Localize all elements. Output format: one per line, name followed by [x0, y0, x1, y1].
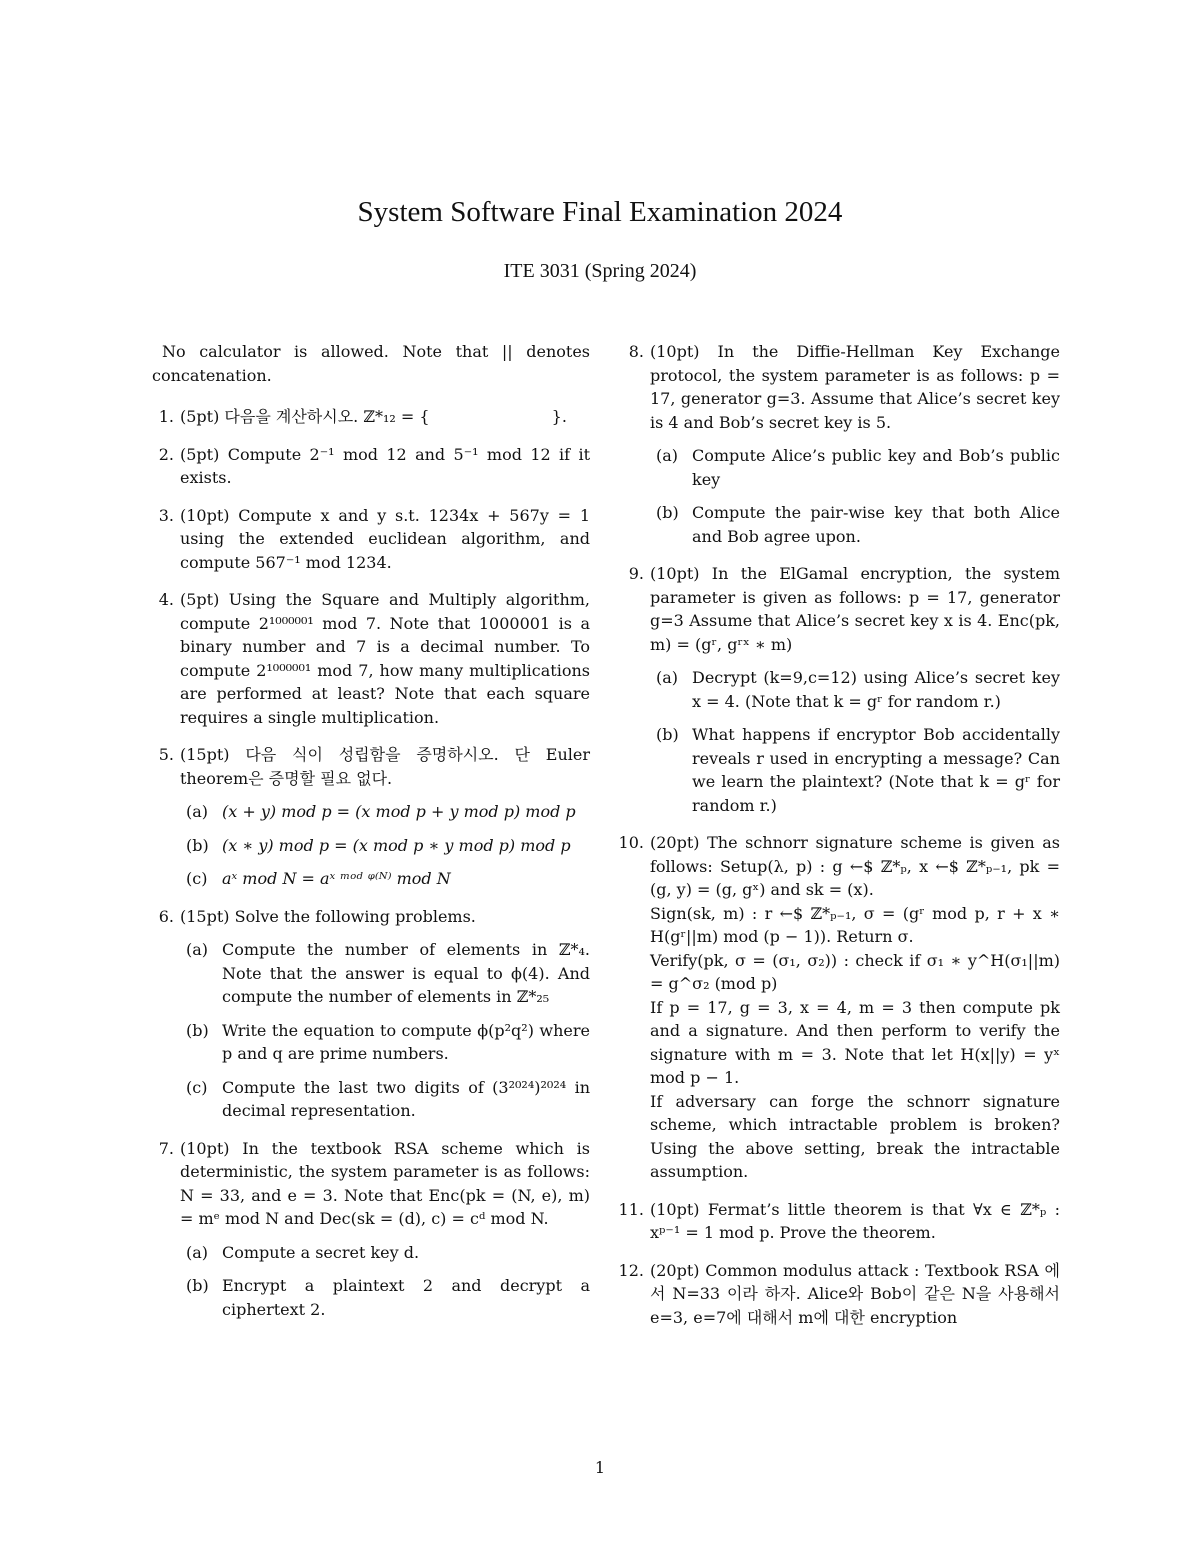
- sub-label: (c): [186, 869, 208, 888]
- sub-text: Write the equation to compute ϕ(p²q²) where p and q are prime numbers.: [222, 1020, 590, 1063]
- question-text: (20pt) Common modulus attack : Textbook RSA 에서 N=33 이라 하자. Alice와 Bob이 같은 N을 사용해서 e=3, e=7에 대해서 m에 대한 encryption: [650, 1260, 1060, 1327]
- question-text: (10pt) Fermat’s little theorem is that ∀x ∈ ℤ*ₚ : xᵖ⁻¹ = 1 mod p. Prove the theorem.: [650, 1199, 1060, 1242]
- subquestion-7b: [180, 1274, 590, 1321]
- question-text: (10pt) In the Diffie-Hellman Key Exchange protocol, the system parameter is as follows: p = 17, generator g=3. Assume that Alice’s secret key is 4 and Bob’s secret key is 5.: [650, 342, 1060, 432]
- subquestion-6a: [180, 938, 590, 1009]
- sub-text: Decrypt (k=9,c=12) using Alice’s secret key x = 4. (Note that k = gʳ for random r.): [692, 668, 1060, 711]
- sub-label: (a): [656, 668, 679, 687]
- question-text: (15pt) 다음 식이 성립함을 증명하시오. 단 Euler theorem은 증명할 필요 없다.: [180, 745, 590, 788]
- sub-label: (a): [186, 802, 209, 821]
- sub-text: Compute a secret key d.: [222, 1242, 420, 1262]
- sub-label: (b): [186, 1020, 209, 1040]
- question-number: 1.: [158, 407, 174, 426]
- right-column: [618, 340, 1060, 1343]
- sub-text: Compute the number of elements in ℤ*₄. Note that the answer is equal to ϕ(4). And compute the number of elements in ℤ*₂₅: [222, 940, 590, 1006]
- subquestion-9a: [650, 666, 1060, 713]
- question-number: 5.: [158, 745, 174, 764]
- course-subtitle: ITE 3031 (Spring 2024): [503, 260, 697, 282]
- sub-label: (a): [186, 940, 209, 959]
- question-5: [152, 743, 590, 891]
- sub-label: (b): [186, 835, 209, 855]
- question-text: (10pt) Compute x and y s.t. 1234x + 567y = 1 using the extended euclidean algorithm, and compute 567⁻¹ mod 1234.: [180, 505, 590, 572]
- question-number: 6.: [158, 906, 174, 926]
- question-text: (10pt) In the ElGamal encryption, the system parameter is given as follows: p = 17, generator g=3 Assume that Alice’s secret key x is 4. Enc(pk, m) = (gʳ, gʳˣ ∗ m): [650, 564, 1060, 654]
- sign-definition: Sign(sk, m) : r ←$ ℤ*ₚ₋₁, σ = (gʳ mod p, r + x ∗ H(gʳ||m) mod (p − 1)). Return σ.: [650, 903, 1060, 946]
- question-text: (5pt) 다음을 계산하시오. ℤ*₁₂ = { }.: [180, 407, 567, 426]
- subquestion-6b: [180, 1019, 590, 1066]
- subquestion-9b: [650, 723, 1060, 817]
- question-9: [622, 562, 1060, 817]
- exam-title: System Software Final Examination 2024: [357, 196, 843, 228]
- sub-label: (a): [186, 1242, 209, 1262]
- question-4: [152, 588, 590, 729]
- question-11: [618, 1198, 1060, 1245]
- forgery-question: If adversary can forge the schnorr signature scheme, which intractable problem is broken? Using the above setting, break the intractable assumption.: [650, 1091, 1060, 1181]
- question-number: 3.: [158, 505, 174, 525]
- question-number: 10.: [618, 833, 644, 852]
- verify-definition: Verify(pk, σ = (σ₁, σ₂)) : check if σ₁ ∗ y^H(σ₁||m) = g^σ₂ (mod p): [650, 950, 1060, 993]
- question-number: 4.: [158, 590, 174, 609]
- sub-label: (c): [186, 1077, 208, 1097]
- question-number: 11.: [618, 1199, 644, 1219]
- question-number: 7.: [158, 1138, 174, 1158]
- subquestion-5b: [180, 834, 590, 858]
- sub-text: Encrypt a plaintext 2 and decrypt a ciphertext 2.: [222, 1276, 590, 1319]
- question-12: [618, 1259, 1060, 1330]
- sub-text: aˣ mod N = aˣ ᵐᵒᵈ ᵠ⁽ᴺ⁾ mod N: [222, 869, 451, 888]
- question-1: [152, 405, 590, 429]
- compute-instructions: If p = 17, g = 3, x = 4, m = 3 then compute pk and a signature. And then perform to verify the signature with m = 3. Note that let H(x||y) = yˣ mod p − 1.: [650, 997, 1060, 1087]
- sub-label: (b): [656, 503, 679, 522]
- question-7: [152, 1137, 590, 1322]
- subquestion-8a: [650, 444, 1060, 491]
- question-number: 9.: [628, 564, 644, 583]
- subquestion-5a: [180, 800, 590, 824]
- question-text: (5pt) Using the Square and Multiply algorithm, compute 2¹⁰⁰⁰⁰⁰¹ mod 7. Note that 1000001 is a binary number and 7 is a decimal number. To compute 2¹⁰⁰⁰⁰⁰¹ mod 7, how many multiplications are performed at least? Note that each square requires a single multiplication.: [180, 590, 590, 727]
- question-6: [152, 905, 590, 1123]
- sub-text: (x + y) mod p = (x mod p + y mod p) mod p: [222, 802, 576, 821]
- subquestion-8b: [650, 501, 1060, 548]
- sub-label: (b): [656, 725, 679, 744]
- sub-label: (a): [656, 446, 679, 465]
- intro-note: No calculator is allowed. Note that || denotes concatenation.: [152, 342, 590, 385]
- question-text: (10pt) In the textbook RSA scheme which is deterministic, the system parameter is as follows: N = 33, and e = 3. Note that Enc(pk = (N, e), m) = mᵉ mod N and Dec(sk = (d), c) = cᵈ mod N.: [180, 1138, 590, 1228]
- question-text: (20pt) The schnorr signature scheme is given as follows: Setup(λ, p) : g ←$ ℤ*ₚ, x ←$ ℤ*ₚ₋₁, pk = (g, y) = (g, gˣ) and sk = (x).: [650, 833, 1060, 899]
- question-text: (15pt) Solve the following problems.: [180, 906, 476, 926]
- question-3: [152, 504, 590, 575]
- question-number: 8.: [628, 342, 644, 361]
- subquestion-6c: [180, 1076, 590, 1123]
- sub-label: (b): [186, 1276, 209, 1295]
- sub-text: Compute the pair-wise key that both Alice and Bob agree upon.: [692, 503, 1060, 546]
- question-8: [622, 340, 1060, 548]
- left-column: [152, 340, 590, 1335]
- subquestion-5c: [180, 867, 590, 891]
- question-10: [618, 831, 1060, 1184]
- question-text: (5pt) Compute 2⁻¹ mod 12 and 5⁻¹ mod 12 if it exists.: [180, 444, 590, 487]
- page-number: 1: [594, 1458, 606, 1477]
- sub-text: (x ∗ y) mod p = (x mod p ∗ y mod p) mod p: [222, 835, 571, 855]
- question-2: [152, 443, 590, 490]
- sub-text: Compute Alice’s public key and Bob’s public key: [692, 446, 1060, 489]
- sub-text: Compute the last two digits of (3²⁰²⁴)²⁰²⁴ in decimal representation.: [222, 1077, 590, 1120]
- sub-text: What happens if encryptor Bob accidentally reveals r used in encrypting a message? Can we learn the plaintext? (Note that k = gʳ for random r.): [692, 725, 1060, 815]
- subquestion-7a: [180, 1241, 590, 1265]
- question-number: 12.: [618, 1260, 644, 1280]
- question-number: 2.: [158, 444, 174, 464]
